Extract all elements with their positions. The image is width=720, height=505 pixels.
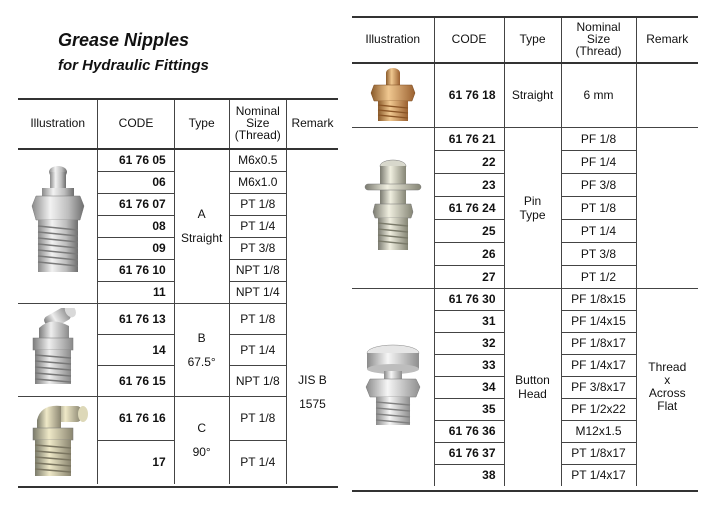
type-label: C — [197, 421, 206, 436]
size-cell: PT 1/4 — [561, 219, 636, 242]
type-cell-b — [174, 303, 229, 396]
header-type: Type — [174, 98, 229, 149]
remark-cell-empty — [636, 127, 698, 288]
code-cell: 26 — [434, 242, 504, 265]
code-cell: 61 76 10 — [98, 259, 174, 281]
code-cell: 61 76 24 — [434, 196, 504, 219]
size-cell: PT 3/8 — [229, 237, 286, 259]
size-cell: PF 1/4x15 — [561, 310, 636, 332]
size-cell: PF 1/8 — [561, 127, 636, 150]
size-cell: PF 1/8x15 — [561, 288, 636, 310]
type-label: Button — [515, 373, 550, 388]
header-size-line: Size — [586, 32, 611, 46]
button-head-nipple-image — [360, 341, 426, 431]
header-illustration: Illustration — [18, 98, 98, 149]
code-cell: 14 — [98, 334, 174, 365]
size-cell: PT 1/4 — [229, 215, 286, 237]
type-label: 67.5° — [187, 354, 216, 369]
header-size-line: Nominal — [576, 20, 621, 34]
size-cell: PT 1/8 — [229, 193, 286, 215]
type-cell-pin — [504, 127, 561, 288]
brass-nipple-image — [368, 65, 418, 123]
code-cell: 61 76 07 — [98, 193, 174, 215]
size-cell: PT 1/4x17 — [561, 464, 636, 486]
table-top-rule — [352, 16, 698, 18]
remark-label: JIS B — [298, 373, 327, 387]
table-top-rule — [18, 98, 338, 100]
remark-cell-jis — [286, 149, 338, 484]
left-spec-table — [18, 98, 338, 484]
angle-nipple-image — [25, 308, 91, 388]
size-cell: PT 1/2 — [561, 265, 636, 288]
code-cell: 61 76 36 — [434, 420, 504, 442]
page-title: Grease Nipples — [58, 30, 190, 50]
header-code: CODE — [98, 98, 174, 149]
size-cell: PF 1/4x17 — [561, 354, 636, 376]
size-cell: PF 1/4 — [561, 150, 636, 173]
remark-label: 1575 — [299, 397, 326, 411]
ninety-degree-nipple-image — [25, 398, 91, 480]
code-cell: 06 — [98, 171, 174, 193]
size-cell: M6x1.0 — [229, 171, 286, 193]
remark-cell-empty — [636, 63, 698, 127]
type-label: A — [197, 207, 206, 222]
size-cell: NPT 1/8 — [229, 259, 286, 281]
size-cell: PF 1/8x17 — [561, 332, 636, 354]
size-cell: NPT 1/8 — [229, 365, 286, 396]
type-label: B — [197, 330, 206, 345]
type-cell-straight: Straight — [504, 63, 561, 127]
pin-nipple-image — [363, 156, 423, 256]
header-size-line: Nominal — [235, 104, 280, 118]
code-cell: 23 — [434, 173, 504, 196]
remark-label: Across — [648, 386, 686, 401]
page-subtitle: for Hydraulic Fittings — [58, 57, 209, 74]
header-remark: Remark — [286, 98, 338, 149]
code-cell: 35 — [434, 398, 504, 420]
code-cell: 61 76 37 — [434, 442, 504, 464]
table-bottom-rule — [18, 486, 338, 488]
code-cell: 08 — [98, 215, 174, 237]
size-cell: PT 1/8 — [561, 196, 636, 219]
header-size — [561, 16, 636, 63]
remark-label: Thread — [648, 360, 687, 375]
table-row — [352, 288, 698, 310]
code-cell: 61 76 18 — [434, 63, 504, 127]
code-cell: 33 — [434, 354, 504, 376]
size-cell: NPT 1/4 — [229, 281, 286, 303]
type-label: Head — [518, 387, 547, 402]
code-cell: 34 — [434, 376, 504, 398]
code-cell: 61 76 15 — [98, 365, 174, 396]
code-cell: 22 — [434, 150, 504, 173]
size-cell: M6x0.5 — [229, 149, 286, 171]
illustration-pin-nipple — [352, 127, 434, 288]
remark-label: Flat — [657, 399, 678, 414]
size-cell: PT 1/4 — [229, 440, 286, 484]
size-cell: PF 3/8x17 — [561, 376, 636, 398]
code-cell: 61 76 16 — [98, 396, 174, 440]
header-size-line: Size — [246, 116, 270, 130]
type-cell-a — [174, 149, 229, 303]
header-illustration: Illustration — [352, 16, 434, 63]
illustration-straight-nipple — [18, 149, 98, 303]
header-type: Type — [504, 16, 561, 63]
code-cell: 17 — [98, 440, 174, 484]
header-size-line: (Thread) — [575, 44, 622, 58]
header-remark: Remark — [636, 16, 698, 63]
code-cell: 61 76 21 — [434, 127, 504, 150]
size-cell: PT 1/8 — [229, 303, 286, 334]
size-cell: PT 3/8 — [561, 242, 636, 265]
type-label: 90° — [192, 445, 211, 460]
code-cell: 27 — [434, 265, 504, 288]
table-row — [352, 127, 698, 150]
remark-label: x — [664, 373, 671, 388]
code-cell: 61 76 05 — [98, 149, 174, 171]
table-row — [352, 63, 698, 127]
size-cell: 6 mm — [561, 63, 636, 127]
type-cell-c — [174, 396, 229, 484]
right-spec-table — [352, 16, 698, 486]
header-code: CODE — [434, 16, 504, 63]
code-cell: 38 — [434, 464, 504, 486]
size-cell: M12x1.5 — [561, 420, 636, 442]
header-size — [229, 98, 286, 149]
code-cell: 32 — [434, 332, 504, 354]
table-row — [18, 149, 338, 171]
type-label: Straight — [180, 231, 223, 246]
header-size-line: (Thread) — [234, 128, 281, 142]
straight-nipple-image — [28, 160, 88, 290]
code-cell: 11 — [98, 281, 174, 303]
illustration-angle-nipple — [18, 303, 98, 396]
code-cell: 31 — [434, 310, 504, 332]
size-cell: PF 1/2x22 — [561, 398, 636, 420]
type-label: Pin — [523, 193, 542, 208]
table-bottom-rule — [352, 490, 698, 492]
illustration-90deg-nipple — [18, 396, 98, 484]
code-cell: 25 — [434, 219, 504, 242]
size-cell: PT 1/8 — [229, 396, 286, 440]
size-cell: PT 1/8x17 — [561, 442, 636, 464]
type-cell-button-head — [504, 288, 561, 486]
type-label: Type — [519, 207, 546, 222]
size-cell: PF 3/8 — [561, 173, 636, 196]
illustration-brass-nipple — [352, 63, 434, 127]
size-cell: PT 1/4 — [229, 334, 286, 365]
code-cell: 61 76 13 — [98, 303, 174, 334]
code-cell: 61 76 30 — [434, 288, 504, 310]
remark-cell-thread — [636, 288, 698, 486]
code-cell: 09 — [98, 237, 174, 259]
illustration-button-head-nipple — [352, 288, 434, 486]
